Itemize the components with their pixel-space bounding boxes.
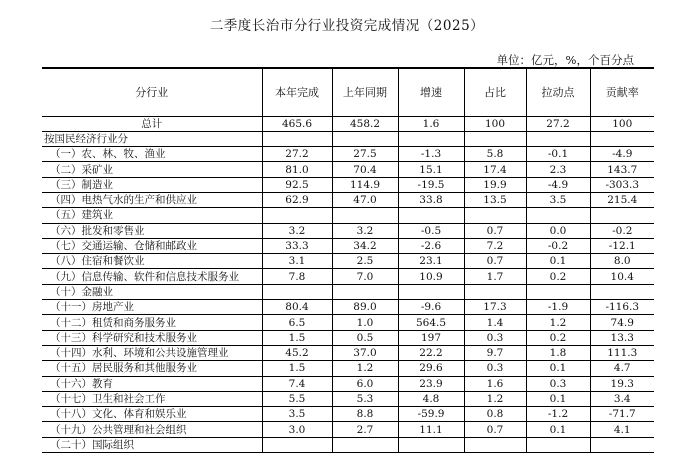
cell-last-year: 37.0 — [332, 345, 398, 360]
cell-pull-points: 27.2 — [526, 116, 590, 131]
table-row — [42, 422, 654, 437]
cell-pull-points: 0.1 — [526, 422, 590, 437]
cell-growth: -59.9 — [398, 407, 464, 422]
cell-pull-points: 1.8 — [526, 345, 590, 360]
table-row — [42, 391, 654, 406]
cell-share: 0.3 — [464, 330, 526, 345]
cell-this-year: 5.5 — [262, 391, 332, 406]
cell-share: 0.7 — [464, 223, 526, 238]
cell-this-year: 1.5 — [262, 330, 332, 345]
cell-share: 1.6 — [464, 376, 526, 391]
cell-contribution — [590, 208, 654, 223]
col-header-last-year: 上年同期 — [332, 68, 398, 116]
table-row — [42, 300, 654, 315]
cell-last-year — [332, 284, 398, 299]
row-label: （十四）水利、环境和公共设施管理业 — [42, 345, 262, 360]
cell-this-year: 92.5 — [262, 177, 332, 192]
cell-pull-points: -0.1 — [526, 147, 590, 162]
cell-last-year — [332, 131, 398, 146]
cell-pull-points: 0.1 — [526, 361, 590, 376]
cell-contribution: 4.1 — [590, 422, 654, 437]
table-row — [42, 361, 654, 376]
cell-pull-points: 0.2 — [526, 330, 590, 345]
cell-pull-points — [526, 437, 590, 452]
cell-pull-points: -1.9 — [526, 300, 590, 315]
cell-growth: 29.6 — [398, 361, 464, 376]
cell-pull-points: 2.3 — [526, 162, 590, 177]
cell-this-year: 62.9 — [262, 192, 332, 207]
cell-growth: -2.6 — [398, 238, 464, 253]
row-label: （八）住宿和餐饮业 — [42, 254, 262, 269]
cell-this-year: 6.5 — [262, 315, 332, 330]
cell-growth: 4.8 — [398, 391, 464, 406]
cell-contribution: 143.7 — [590, 162, 654, 177]
cell-share: 0.7 — [464, 422, 526, 437]
cell-share: 0.3 — [464, 361, 526, 376]
cell-pull-points — [526, 208, 590, 223]
table-row — [42, 147, 654, 162]
row-label: （十）金融业 — [42, 284, 262, 299]
cell-growth: 10.9 — [398, 269, 464, 284]
table-row — [42, 238, 654, 253]
cell-share: 100 — [464, 116, 526, 131]
cell-contribution: -12.1 — [590, 238, 654, 253]
cell-growth: 1.6 — [398, 116, 464, 131]
cell-contribution: -4.9 — [590, 147, 654, 162]
cell-pull-points: 0.2 — [526, 269, 590, 284]
row-label: （一）农、林、牧、渔业 — [42, 147, 262, 162]
row-label: （二）采矿业 — [42, 162, 262, 177]
cell-last-year: 5.3 — [332, 391, 398, 406]
cell-contribution: 111.3 — [590, 345, 654, 360]
cell-contribution — [590, 437, 654, 452]
row-label: （三）制造业 — [42, 177, 262, 192]
cell-this-year: 7.4 — [262, 376, 332, 391]
cell-pull-points: 0.1 — [526, 391, 590, 406]
col-header-share: 占比 — [464, 68, 526, 116]
cell-contribution: 13.3 — [590, 330, 654, 345]
cell-growth: 33.8 — [398, 192, 464, 207]
cell-contribution: 10.4 — [590, 269, 654, 284]
cell-last-year: 47.0 — [332, 192, 398, 207]
table-row — [42, 208, 654, 223]
cell-pull-points: 0.0 — [526, 223, 590, 238]
table-body — [42, 116, 654, 453]
row-label: （十五）居民服务和其他服务业 — [42, 361, 262, 376]
table-row — [42, 162, 654, 177]
cell-share: 1.4 — [464, 315, 526, 330]
cell-pull-points: -4.9 — [526, 177, 590, 192]
cell-last-year: 2.7 — [332, 422, 398, 437]
cell-pull-points — [526, 284, 590, 299]
row-label: （十九）公共管理和社会组织 — [42, 422, 262, 437]
cell-share: 17.4 — [464, 162, 526, 177]
cell-share: 17.3 — [464, 300, 526, 315]
cell-share: 19.9 — [464, 177, 526, 192]
cell-growth: 22.2 — [398, 345, 464, 360]
cell-share — [464, 131, 526, 146]
cell-pull-points: 0.1 — [526, 254, 590, 269]
cell-growth — [398, 284, 464, 299]
cell-last-year: 0.5 — [332, 330, 398, 345]
table-row — [42, 269, 654, 284]
cell-growth — [398, 437, 464, 452]
row-label: 总计 — [42, 116, 262, 131]
cell-growth — [398, 131, 464, 146]
table-row — [42, 437, 654, 452]
col-header-contribution: 贡献率 — [590, 68, 654, 116]
row-label: （十七）卫生和社会工作 — [42, 391, 262, 406]
col-header-this-year: 本年完成 — [262, 68, 332, 116]
cell-contribution: -116.3 — [590, 300, 654, 315]
table-row — [42, 254, 654, 269]
row-label: （九）信息传输、软件和信息技术服务业 — [42, 269, 262, 284]
cell-contribution: 215.4 — [590, 192, 654, 207]
row-label: （四）电热气水的生产和供应业 — [42, 192, 262, 207]
cell-contribution: 4.7 — [590, 361, 654, 376]
col-header-industry: 分行业 — [42, 68, 262, 116]
cell-last-year: 1.2 — [332, 361, 398, 376]
table-row — [42, 407, 654, 422]
cell-last-year: 7.0 — [332, 269, 398, 284]
row-label: （二十）国际组织 — [42, 437, 262, 452]
table-row — [42, 315, 654, 330]
row-label: （十三）科学研究和技术服务业 — [42, 330, 262, 345]
cell-contribution: 100 — [590, 116, 654, 131]
cell-share: 0.7 — [464, 254, 526, 269]
table-row — [42, 376, 654, 391]
col-header-growth: 增速 — [398, 68, 464, 116]
row-label: （十八）文化、体育和娱乐业 — [42, 407, 262, 422]
cell-pull-points: 3.5 — [526, 192, 590, 207]
cell-growth: 15.1 — [398, 162, 464, 177]
cell-growth: -9.6 — [398, 300, 464, 315]
cell-growth: -0.5 — [398, 223, 464, 238]
row-label: 按国民经济行业分 — [42, 131, 262, 146]
row-label: （十六）教育 — [42, 376, 262, 391]
cell-share: 7.2 — [464, 238, 526, 253]
cell-contribution: 8.0 — [590, 254, 654, 269]
table-row — [42, 177, 654, 192]
cell-last-year: 3.2 — [332, 223, 398, 238]
cell-last-year: 458.2 — [332, 116, 398, 131]
table-row — [42, 131, 654, 146]
cell-this-year: 7.8 — [262, 269, 332, 284]
cell-growth: 564.5 — [398, 315, 464, 330]
cell-this-year: 465.6 — [262, 116, 332, 131]
row-label: （十二）租赁和商务服务业 — [42, 315, 262, 330]
cell-this-year — [262, 131, 332, 146]
table-row — [42, 116, 654, 131]
cell-this-year: 1.5 — [262, 361, 332, 376]
cell-last-year: 2.5 — [332, 254, 398, 269]
cell-last-year — [332, 437, 398, 452]
cell-contribution: -71.7 — [590, 407, 654, 422]
cell-this-year: 3.5 — [262, 407, 332, 422]
cell-this-year: 3.0 — [262, 422, 332, 437]
header-row — [42, 68, 654, 116]
cell-last-year: 89.0 — [332, 300, 398, 315]
table-row — [42, 345, 654, 360]
cell-share: 5.8 — [464, 147, 526, 162]
cell-last-year: 27.5 — [332, 147, 398, 162]
cell-pull-points: -0.2 — [526, 238, 590, 253]
table-row — [42, 284, 654, 299]
cell-share — [464, 208, 526, 223]
cell-contribution: 74.9 — [590, 315, 654, 330]
cell-last-year: 114.9 — [332, 177, 398, 192]
cell-pull-points: 0.3 — [526, 376, 590, 391]
cell-contribution — [590, 131, 654, 146]
document-title: 二季度长治市分行业投资完成情况（2025） — [209, 18, 485, 34]
cell-share: 0.8 — [464, 407, 526, 422]
cell-last-year: 8.8 — [332, 407, 398, 422]
cell-contribution — [590, 284, 654, 299]
cell-contribution: -303.3 — [590, 177, 654, 192]
cell-share — [464, 437, 526, 452]
cell-contribution: 3.4 — [590, 391, 654, 406]
cell-last-year: 70.4 — [332, 162, 398, 177]
table-row — [42, 192, 654, 207]
cell-pull-points — [526, 131, 590, 146]
cell-this-year — [262, 437, 332, 452]
cell-this-year: 3.1 — [262, 254, 332, 269]
cell-this-year: 33.3 — [262, 238, 332, 253]
row-label: （五）建筑业 — [42, 208, 262, 223]
cell-share — [464, 284, 526, 299]
cell-this-year — [262, 284, 332, 299]
cell-contribution: 19.3 — [590, 376, 654, 391]
cell-pull-points: 1.2 — [526, 315, 590, 330]
cell-last-year: 34.2 — [332, 238, 398, 253]
cell-growth: -1.3 — [398, 147, 464, 162]
table-row — [42, 223, 654, 238]
row-label: （七）交通运输、仓储和邮政业 — [42, 238, 262, 253]
cell-growth: -19.5 — [398, 177, 464, 192]
cell-this-year: 81.0 — [262, 162, 332, 177]
cell-share: 9.7 — [464, 345, 526, 360]
cell-this-year — [262, 208, 332, 223]
cell-this-year: 27.2 — [262, 147, 332, 162]
cell-share: 1.2 — [464, 391, 526, 406]
cell-growth: 11.1 — [398, 422, 464, 437]
cell-growth: 23.9 — [398, 376, 464, 391]
cell-this-year: 3.2 — [262, 223, 332, 238]
table-row — [42, 330, 654, 345]
cell-last-year: 1.0 — [332, 315, 398, 330]
cell-last-year — [332, 208, 398, 223]
row-label: （六）批发和零售业 — [42, 223, 262, 238]
cell-contribution: -0.2 — [590, 223, 654, 238]
cell-growth — [398, 208, 464, 223]
cell-this-year: 45.2 — [262, 345, 332, 360]
col-header-pull-points: 拉动点 — [526, 68, 590, 116]
cell-pull-points: -1.2 — [526, 407, 590, 422]
cell-growth: 23.1 — [398, 254, 464, 269]
cell-share: 13.5 — [464, 192, 526, 207]
cell-last-year: 6.0 — [332, 376, 398, 391]
row-label: （十一）房地产业 — [42, 300, 262, 315]
cell-share: 1.7 — [464, 269, 526, 284]
investment-table — [42, 67, 654, 453]
unit-note: 单位：亿元，%，个百分点 — [496, 53, 634, 67]
cell-growth: 197 — [398, 330, 464, 345]
cell-this-year: 80.4 — [262, 300, 332, 315]
